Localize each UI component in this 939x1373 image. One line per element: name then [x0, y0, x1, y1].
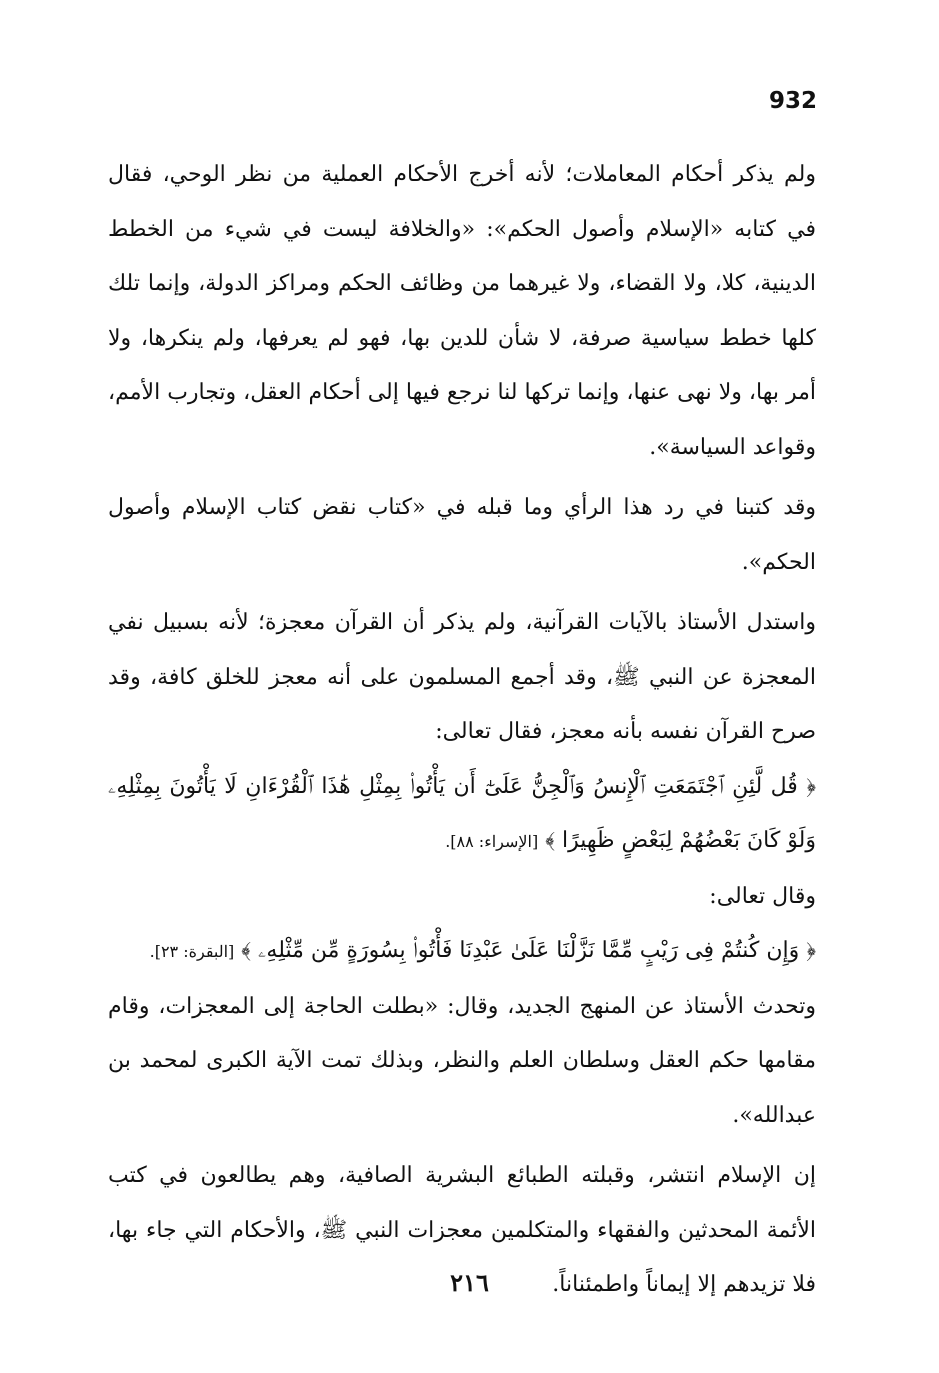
verse-reference: [البقرة: ٢٣].	[149, 942, 235, 961]
quran-verse-1	[108, 760, 816, 870]
paragraph-6: إن الإسلام انتشر، وقبلته الطبائع البشرية الصافية، وهم يطالعون في كتب الأئمة المحدثين والفقهاء والمتكلمين معجزات النبي ﷺ، والأحكام التي جاء بها، فلا تزيدهم إلا إيماناً واطمئناناً.	[108, 1163, 816, 1297]
paragraph-3: واستدل الأستاذ بالآيات القرآنية، ولم يذكر أن القرآن معجزة؛ لأنه بسبيل نفي المعجزة عن النبي ﷺ، وقد أجمع المسلمون على أنه معجز للخلق كافة، وقد صرح القرآن نفسه بأنه معجز، فقال تعالى:	[108, 610, 816, 744]
quran-verse-2	[108, 924, 816, 980]
page-number-bottom: ٢١٦	[450, 1268, 489, 1297]
page-number-top: 932	[768, 88, 817, 114]
paragraph-4: وقال تعالى:	[709, 883, 816, 909]
paragraph-5: وتحدث الأستاذ عن المنهج الجديد، وقال: «بطلت الحاجة إلى المعجزات، وقام مقامها حكم العقل وسلطان العلم والنظر، وبذلك تمت الآية الكبرى لمحمد بن عبدالله».	[108, 993, 816, 1128]
body-text	[108, 148, 816, 1313]
paragraph-2: وقد كتبنا في رد هذا الرأي وما قبله في «كتاب نقض كتاب الإسلام وأصول الحكم».	[108, 495, 816, 575]
verse-text: ﴿ وَإِن كُنتُمْ فِى رَيْبٍ مِّمَّا نَزَّلْنَا عَلَىٰ عَبْدِنَا فَأْتُوا۟ بِسُورَةٍ مِّن مِّثْلِهِۦ ﴾	[241, 938, 816, 963]
verse-text: ﴿ قُل لَّئِنِ ٱجْتَمَعَتِ ٱلْإِنسُ وَٱلْجِنُّ عَلَىٰٓ أَن يَأْتُوا۟ بِمِثْلِ هَٰذَا ٱلْقُرْءَانِ لَا يَأْتُونَ بِمِثْلِهِۦ وَلَوْ كَانَ بَعْضُهُمْ لِبَعْضٍ ظَهِيرًا ﴾	[108, 773, 816, 853]
paragraph-1: ولم يذكر أحكام المعاملات؛ لأنه أخرج الأحكام العملية من نظر الوحي، فقال في كتابه «الإسلام وأصول الحكم»: «والخلافة ليست في شيء من الخطط الدينية، كلا، ولا القضاء، ولا غيرهما من وظائف الحكم ومراكز الدولة، وإنما تلك كلها خطط سياسية صرفة، لا شأن للدين بها، فهو لم يعرفها، ولم ينكرها، ولا أمر بها، ولا نهى عنها، وإنما تركها لنا نرجع فيها إلى أحكام العقل، وتجارب الأمم، وقواعد السياسة».	[108, 162, 816, 460]
verse-reference: [الإسراء: ٨٨].	[445, 832, 539, 851]
